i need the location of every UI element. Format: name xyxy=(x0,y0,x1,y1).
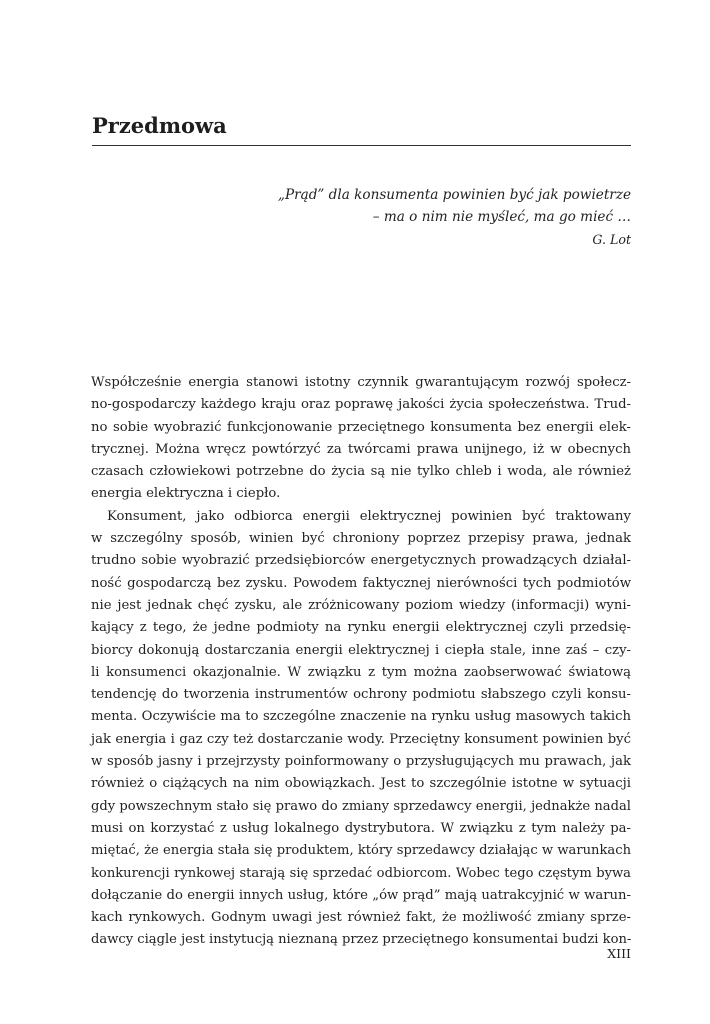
epigraph-line: „Prąd” dla konsumenta powinien być jak powietrze xyxy=(277,187,631,203)
text-line: trudno sobie wyobrazić przedsiębiorców energetycznych prowadzących działal- xyxy=(91,553,631,569)
text-line: biorcy dokonują dostarczania energii elektrycznej i ciepła stale, inne zaś – czy- xyxy=(91,642,631,658)
text-line: nie jest jednak chęć zysku, ale zróżnicowany poziom wiedzy (informacji) wyni- xyxy=(91,597,631,613)
body-text xyxy=(91,372,631,952)
text-line: w szczególny sposób, winien być chroniony poprzez przepisy prawa, jednak xyxy=(91,531,631,547)
text-line: energia elektryczna i ciepło. xyxy=(91,486,281,502)
text-line: tendencję do tworzenia instrumentów ochrony podmiotu słabszego czyli konsu- xyxy=(91,687,631,703)
text-line: również o ciążących na nim obowiązkach. Jest to szczególnie istotne w sytuacji xyxy=(91,776,631,792)
text-line: dołączanie do energii innych usług, które „ów prąd” mają uatrakcyjnić w warun- xyxy=(91,887,631,903)
epigraph xyxy=(151,184,631,252)
title-divider xyxy=(92,145,631,146)
text-line: kach rynkowych. Godnym uwagi jest również fakt, że możliwość zmiany sprze- xyxy=(91,910,631,926)
text-line: czasach człowiekowi potrzebne do życia są nie tylko chleb i woda, ale również xyxy=(91,464,631,480)
text-line: miętać, że energia stała się produktem, który sprzedawcy działając w warunkach xyxy=(91,843,631,859)
text-line: Współcześnie energia stanowi istotny czynnik gwarantującym rozwój społecz- xyxy=(91,375,631,390)
text-line: gdy powszechnym stało się prawo do zmiany sprzedawcy energii, jednakże nadal xyxy=(91,798,631,814)
text-line: ność gospodarczą bez zysku. Powodem faktycznej nierówności tych podmiotów xyxy=(91,575,631,591)
text-line: li konsumenci okazjonalnie. W związku z tym można zaobserwować światową xyxy=(91,664,631,680)
text-line: Konsument, jako odbiorca energii elektrycznej powinien być traktowany xyxy=(107,508,631,524)
text-line: dawcy ciągle jest instytucją nieznaną przez przeciętnego konsumentai budzi kon- xyxy=(91,932,632,948)
paragraph-1 xyxy=(91,372,631,506)
page-number: XIII xyxy=(607,946,631,961)
text-line: konkurencji rynkowej starają się sprzedać odbiorcom. Wobec tego częstym bywa xyxy=(91,865,631,881)
text-line: w sposób jasny i przejrzysty poinformowany o przysługujących mu prawach, jak xyxy=(91,754,631,770)
text-line: kający z tego, że jedne podmioty na rynku energii elektrycznej czyli przedsię- xyxy=(91,620,631,636)
text-line: no sobie wyobrazić funkcjonowanie przeciętnego konsumenta bez energii elek- xyxy=(91,419,631,435)
epigraph-author: G. Lot xyxy=(592,232,631,247)
text-line: jak energia i gaz czy też dostarczanie wody. Przeciętny konsument powinien być xyxy=(91,731,631,747)
text-line: trycznej. Można wręcz powtórzyć za twórcami prawa unijnego, iż w obecnych xyxy=(91,441,631,457)
text-line: menta. Oczywiście ma to szczególne znaczenie na rynku usług masowych takich xyxy=(91,709,631,725)
epigraph-line: – ma o nim nie myśleć, ma go mieć … xyxy=(372,209,631,225)
paragraph-2 xyxy=(91,506,631,952)
text-line: musi on korzystać z usług lokalnego dystrybutora. W związku z tym należy pa- xyxy=(91,820,631,836)
page-title: Przedmowa xyxy=(92,113,227,138)
text-line: no-gospodarczy każdego kraju oraz poprawę jakości życia społeczeństwa. Trud- xyxy=(91,397,631,413)
